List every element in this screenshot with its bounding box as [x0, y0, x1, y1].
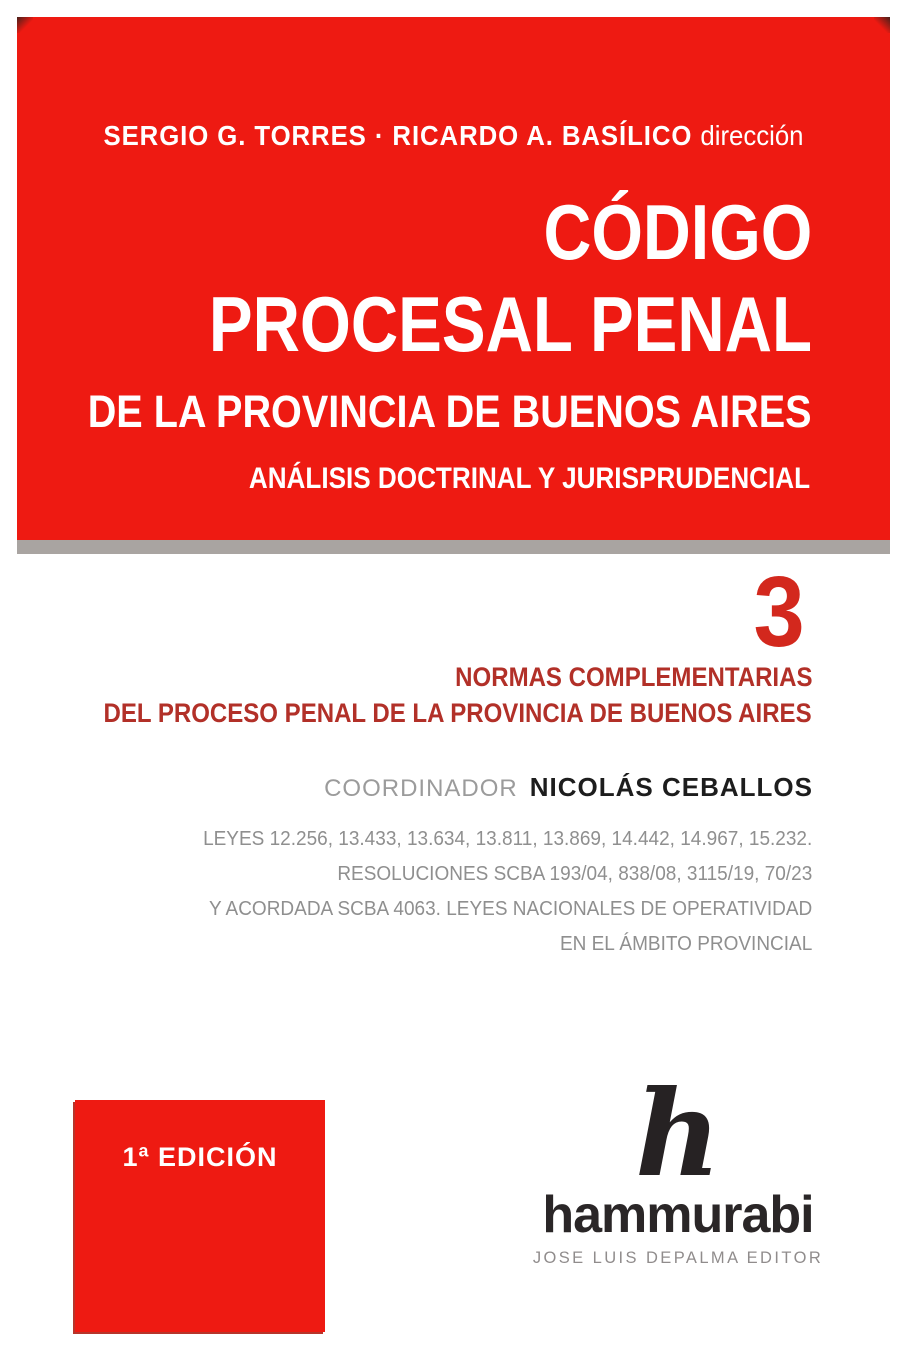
law-line: LEYES 12.256, 13.433, 13.634, 13.811, 13.869, 14.442, 14.967, 15.232. [202, 828, 812, 850]
publisher-editor-line: JOSE LUIS DEPALMA EDITOR [532, 1247, 824, 1267]
hammurabi-logo-icon: h [635, 1064, 721, 1203]
law-line: RESOLUCIONES SCBA 193/04, 838/08, 3115/19, 70/23 [337, 863, 812, 885]
cover-header [17, 17, 890, 544]
volume-title-line2: DEL PROCESO PENAL DE LA PROVINCIA DE BUENOS AIRES [103, 698, 812, 728]
book-title-line2: PROCESAL PENAL [208, 280, 812, 368]
contents-law-list [203, 822, 812, 962]
book-subtitle: DE LA PROVINCIA DE BUENOS AIRES [88, 386, 812, 437]
photo-corner-shadow [874, 17, 890, 33]
edition-badge [75, 1100, 325, 1332]
divider-strip [17, 540, 890, 554]
authors-names: SERGIO G. TORRES · RICARDO A. BASÍLICO [103, 120, 693, 151]
coordinator-name: NICOLÁS CEBALLOS [529, 772, 813, 802]
book-title-line1: CÓDIGO [543, 188, 812, 276]
law-line: Y ACORDADA SCBA 4063. LEYES NACIONALES DE OPERATIVIDAD [208, 898, 812, 920]
coordinator-label: COORDINADOR [324, 775, 518, 802]
law-line: EN EL ÁMBITO PROVINCIAL [559, 933, 812, 955]
volume-title-line1: NORMAS COMPLEMENTARIAS [454, 662, 812, 692]
publisher-block [498, 1064, 858, 1267]
coordinator-line [324, 772, 813, 803]
publisher-name: hammurabi [542, 1185, 814, 1244]
edition-label: 1ª EDICIÓN [122, 1142, 278, 1172]
volume-number: 3 [753, 556, 805, 668]
authors-line [52, 120, 855, 152]
photo-corner-shadow [17, 17, 33, 33]
authors-role: dirección [700, 120, 804, 151]
book-tagline: ANÁLISIS DOCTRINAL Y JURISPRUDENCIAL [248, 462, 810, 495]
